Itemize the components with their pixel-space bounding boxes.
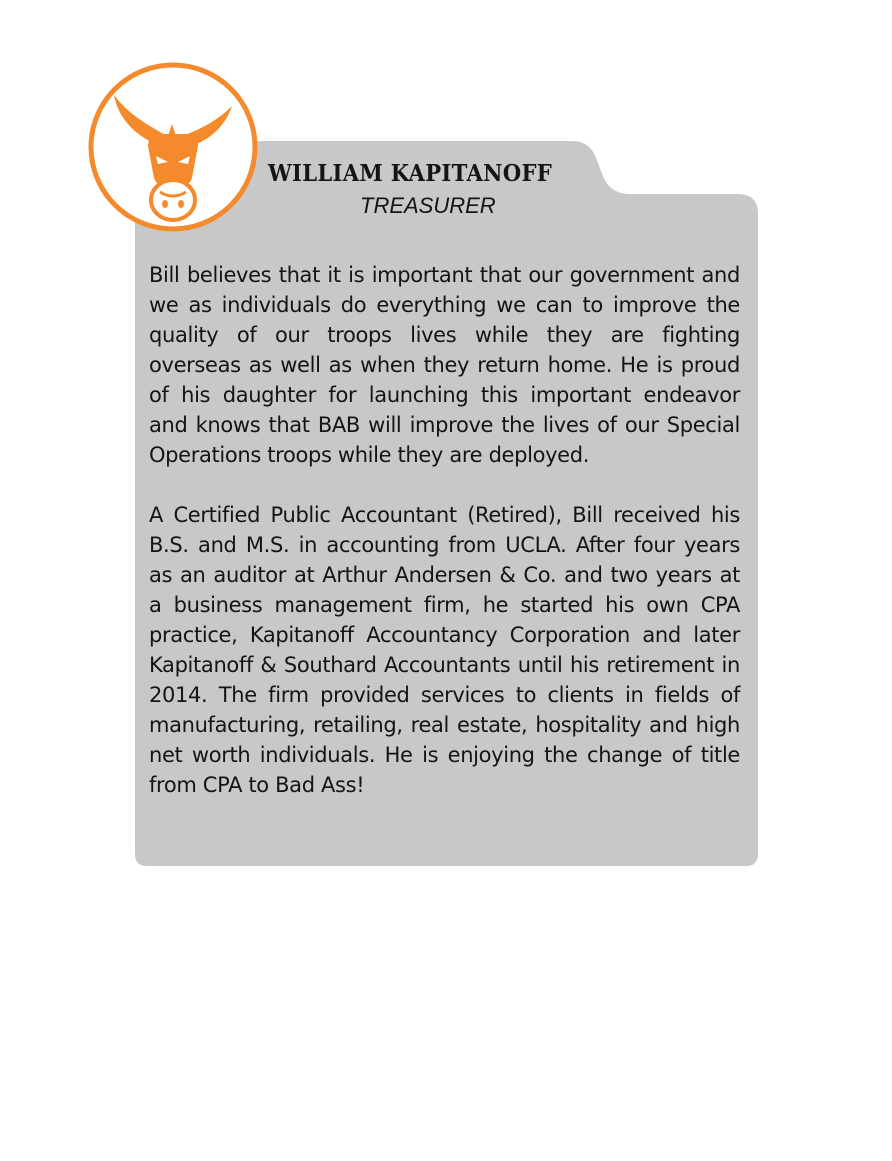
person-name: WILLIAM KAPITANOFF [268,160,553,187]
donkey-head-icon [88,62,258,232]
person-role: TREASURER [360,193,496,218]
bio-paragraph: Bill believes that it is important that our government and we as individuals do everything we can to improve the quality of our troops lives while they are fighting overseas as well as when they return home. He is proud of his daughter for launching this important endeavor and knows that BAB will improve the lives of our Special Operations troops while they are deployed. [149,263,740,467]
bio-paragraph: A Certified Public Accountant (Retired), Bill received his B.S. and M.S. in accounting from UCLA. After four years as an auditor at Arthur Andersen & Co. and two years at a business management firm, he started his own CPA practice, Kapitanoff Accountancy Corporation and later Kapitanoff & Southard Accountants until his retirement in 2014. The firm provided services to clients in fields of manufacturing, retailing, real estate, hospitality and high net worth individuals. He is enjoying the change of title from CPA to Bad Ass! [149,503,740,797]
biography [149,260,740,830]
